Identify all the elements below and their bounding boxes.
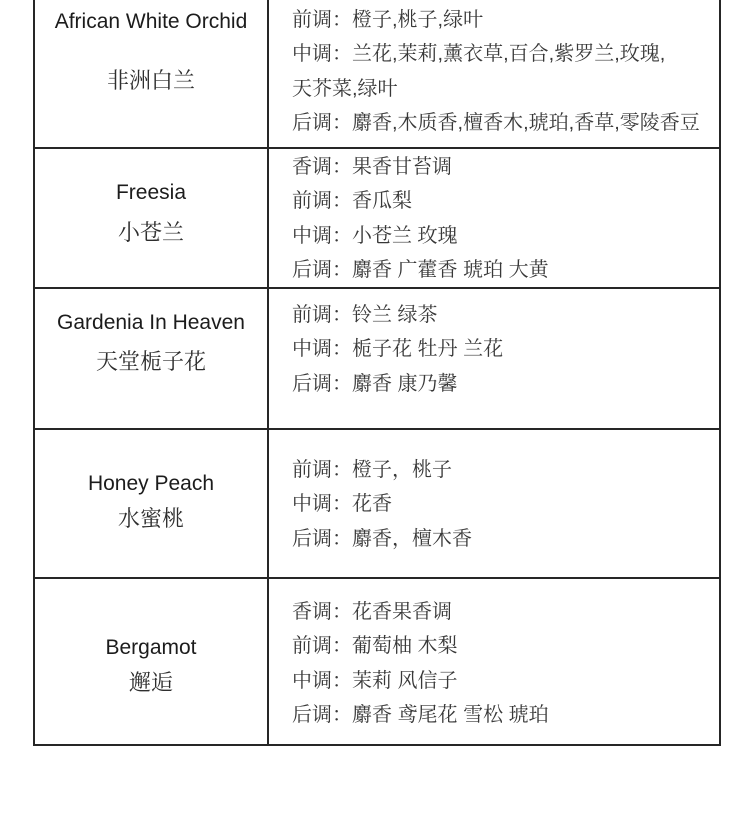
note-line: 后调：麝香,木质香,檀香木,琥珀,香草,零陵香豆 xyxy=(292,111,700,134)
note-line: 中调：花香 xyxy=(292,493,392,516)
note-line: 前调：橙子，桃子 xyxy=(292,459,452,481)
fragrance-name-en: Bergamot xyxy=(105,636,197,659)
note-line: 前调：香瓜梨 xyxy=(292,190,412,213)
fragrance-notes-cell xyxy=(269,430,719,577)
note-line: 香调：花香果香调 xyxy=(292,601,452,623)
table-row xyxy=(35,0,719,149)
note-line: 中调：兰花,茉莉,薰衣草,百合,紫罗兰,玫瑰, xyxy=(292,43,666,66)
fragrance-name-zh: 水蜜桃 xyxy=(117,507,184,532)
fragrance-name-zh: 天堂栀子花 xyxy=(95,350,206,375)
fragrance-name-en: Freesia xyxy=(115,181,187,204)
fragrance-notes-table xyxy=(33,0,721,746)
fragrance-notes-cell xyxy=(269,289,719,428)
fragrance-name-en: Honey Peach xyxy=(87,472,215,495)
fragrance-notes-cell xyxy=(269,0,719,147)
fragrance-name-cell xyxy=(35,289,269,428)
fragrance-notes-cell xyxy=(269,149,719,287)
note-line: 中调：茉莉 风信子 xyxy=(292,669,458,692)
fragrance-name-cell xyxy=(35,430,269,577)
note-line: 前调：铃兰 绿茶 xyxy=(292,304,438,326)
note-line: 后调：麝香 康乃馨 xyxy=(292,372,458,395)
fragrance-name-cell xyxy=(35,579,269,744)
fragrance-name-en: African White Orchid xyxy=(54,10,248,33)
fragrance-name-cell xyxy=(35,149,269,287)
note-line: 后调：麝香 广藿香 琥珀 大黄 xyxy=(292,258,549,281)
fragrance-name-zh: 非洲白兰 xyxy=(106,69,195,94)
note-line: 中调：栀子花 牡丹 兰花 xyxy=(292,338,504,361)
table-row xyxy=(35,579,719,746)
table-row xyxy=(35,289,719,430)
fragrance-notes-cell xyxy=(269,579,719,744)
note-line: 中调：小苍兰 玫瑰 xyxy=(292,224,458,247)
note-line: 前调：橙子,桃子,绿叶 xyxy=(292,9,484,31)
fragrance-name-zh: 小苍兰 xyxy=(117,221,184,246)
fragrance-name-cell xyxy=(35,0,269,147)
table-row xyxy=(35,149,719,289)
note-line: 后调：麝香，檀木香 xyxy=(292,527,472,550)
note-line: 香调：果香甘苔调 xyxy=(292,156,452,178)
fragrance-name-en: Gardenia In Heaven xyxy=(57,311,245,334)
note-line: 前调：葡萄柚 木梨 xyxy=(292,635,458,658)
note-line: 后调：麝香 鸢尾花 雪松 琥珀 xyxy=(292,703,549,726)
table-row xyxy=(35,430,719,579)
note-line: 天芥菜,绿叶 xyxy=(292,77,398,100)
fragrance-name-zh: 邂逅 xyxy=(128,671,173,696)
